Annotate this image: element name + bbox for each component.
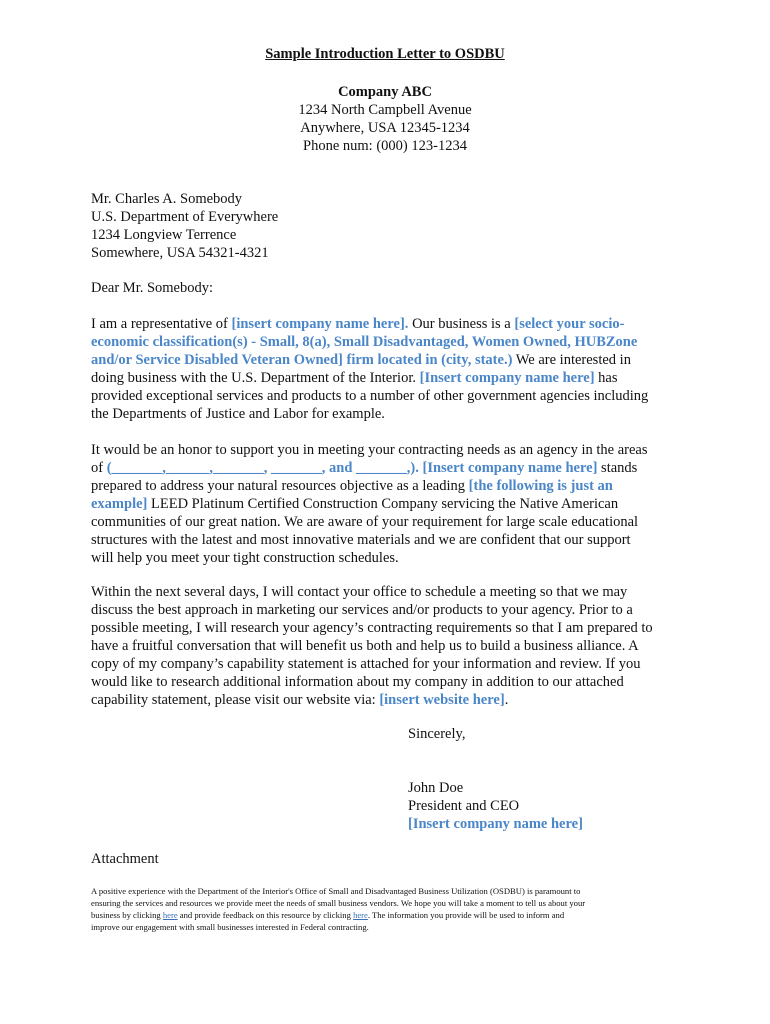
paragraph-text: has provided exceptional services and products to a number of other government agencies including the Departments of Justice and Labor for example. — [91, 370, 649, 422]
signer-company-placeholder: [Insert company name here] — [408, 816, 583, 832]
signer-title: President and CEO — [408, 798, 520, 814]
recipient-city: Somewhere, USA 54321-4321 — [91, 245, 269, 261]
placeholder-classification: [select your socio- economic classification(s) - Small, 8(a), Small Disadvantaged, Women Owned, HUBZone and/or Service Disabled Veteran Owned] firm located in (city, state.) — [91, 316, 638, 368]
paragraph-text: It would be an honor to support you in meeting your contracting needs as an agency in the areas of — [91, 442, 648, 476]
paragraph-text: . — [504, 692, 509, 708]
recipient-name: Mr. Charles A. Somebody — [91, 191, 243, 207]
placeholder-company-name: [Insert company name here] — [419, 370, 595, 386]
footnote-text: A positive experience with the Department of the Interior's Office of Small and Disadvantaged Business Utilization (OSDBU) is paramount to ensuring the services and resources we provide meet the needs of small business vendors. We hope you will take a moment to tell us about your business by clicking — [91, 886, 586, 920]
placeholder-example: [the following is just an example] — [91, 478, 613, 512]
recipient-block — [91, 190, 278, 262]
paragraph-text: I am a representative of — [91, 316, 232, 332]
document-title: Sample Introduction Letter to OSDBU — [265, 46, 505, 62]
paragraph-text: LEED Platinum Certified Construction Company servicing the Native American communities of our great nation. We are aware of your requirement for large scale educational structures with the latest and most innovative materials and we are confident that our support will help you meet your tight construction schedules. — [91, 496, 639, 566]
footnote — [91, 885, 691, 933]
placeholder-areas: (_______,______,_______, _______, and _______,). [Insert company name here] — [106, 460, 598, 476]
recipient-org: U.S. Department of Everywhere — [91, 209, 279, 225]
paragraph-meeting — [91, 583, 683, 709]
footnote-text: . The information you provide will be used to inform and improve our engagement with small businesses interested in Federal contracting. — [91, 910, 565, 932]
placeholder-company-name: [insert company name here]. — [231, 316, 409, 332]
recipient-street: 1234 Longview Terrence — [91, 227, 237, 243]
company-phone: Phone num: (000) 123-1234 — [303, 138, 467, 154]
attachment-label: Attachment — [91, 851, 159, 867]
paragraph-support — [91, 441, 683, 567]
salutation: Dear Mr. Somebody: — [91, 280, 214, 296]
company-header — [0, 83, 770, 155]
company-address-line1: 1234 North Campbell Avenue — [298, 102, 472, 118]
company-name: Company ABC — [338, 84, 432, 100]
paragraph-text: Within the next several days, I will contact your office to schedule a meeting so that we may discuss the best approach in marketing our services and/or products to your agency. Prior to a possible meeting, I will research your agency’s contracting requirements so that I am prepared to have a fruitful conversation that will benefit us both and help us to build a business alliance. A copy of my company’s capability statement is attached for your information and review. If you would like to research additional information about my company in addition to our attached capability statement, please visit our website via: — [91, 584, 653, 708]
paragraph-text: We are interested in doing business with the U.S. Department of the Interior. — [91, 352, 631, 386]
paragraph-text: stands prepared to address your natural resources objective as a leading — [91, 460, 638, 494]
business-feedback-link[interactable]: here — [162, 910, 178, 920]
closing: Sincerely, — [408, 726, 466, 742]
placeholder-website: [insert website here] — [379, 692, 505, 708]
signer-name: John Doe — [408, 780, 464, 796]
paragraph-intro — [91, 315, 683, 423]
signature-block — [408, 779, 583, 833]
resource-feedback-link[interactable]: here — [353, 910, 368, 920]
footnote-text: and provide feedback on this resource by clicking — [177, 910, 354, 920]
company-address-line2: Anywhere, USA 12345-1234 — [300, 120, 470, 136]
paragraph-text: Our business is a — [408, 316, 515, 332]
